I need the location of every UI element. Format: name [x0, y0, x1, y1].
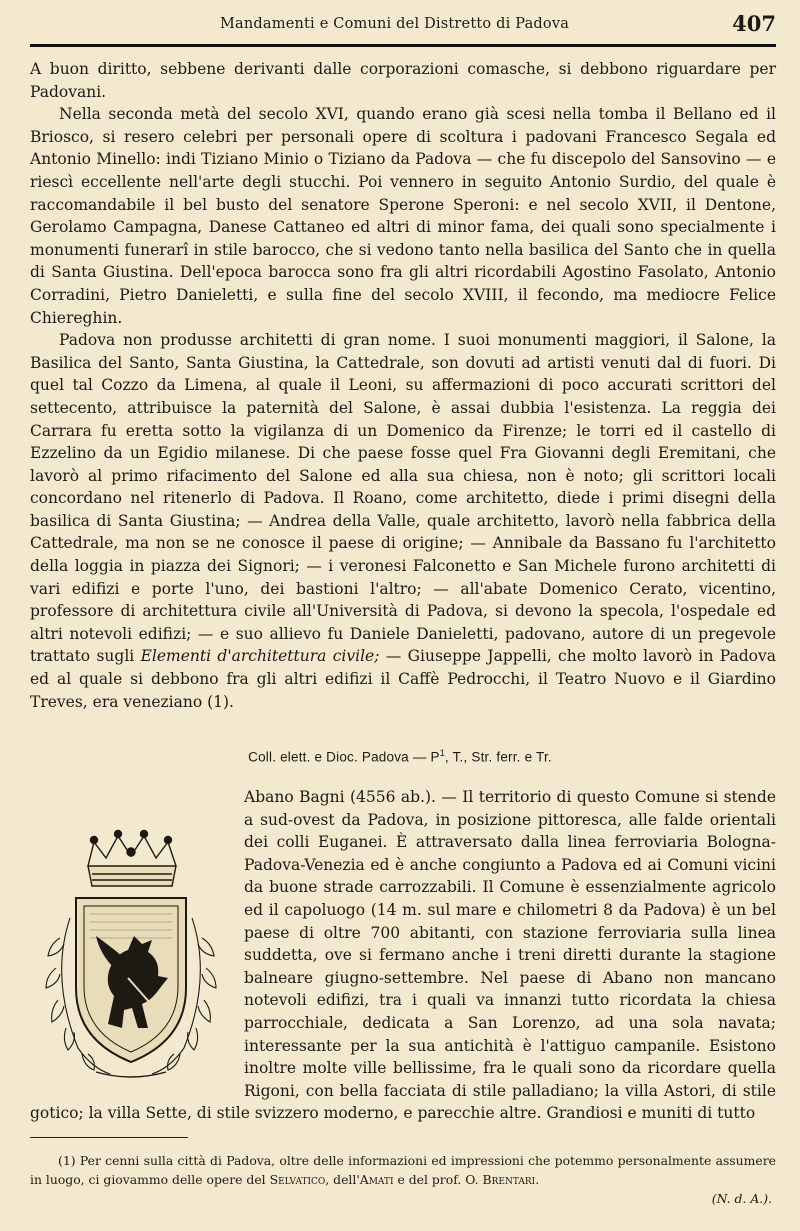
abano-paragraph: Abano Bagni (4556 ab.). — Il territorio di questo Comune si stende a sud-ovest da Padova, in posizione pittoresca, alle falde orientali dei colli Euganei. È attraversato dalla linea ferroviaria Bologna-Padova-Venezia ed è anche congiunto a Padova ed ai Comuni vicini da buone strade carrozzabili. Il Comune è essenzialmente agricolo ed il capoluogo (14 m. sul mare e chilometri 8 da Padova) è un bel paese di oltre 700 abitanti, con stazione ferroviaria sulla linea suddetta, ove si fermano anche i treni diretti durante la stagione balneare giugno-settembre. Nel paese di Abano non mancano notevoli edifizi, tra i quali va innanzi tutto ricordata la chiesa parrocchiale, dedicata a San Lorenzo, ad una sola navata; interessante per la sua antichità è l'attiguo campanile. Esistono inoltre molte ville bellissime, fra le quali sono da ricordare quella Rigoni, con bella facciata di stile palladiano; la villa Astori, di stile gotico; la villa Sette, di stile svizzero moderno, e parecchie altre. Grandiosi e muniti di tutto	[30, 788, 776, 1123]
paragraph-2: Nella seconda metà del secolo XVI, quando erano già scesi nella tomba il Bellano ed il Briosco, si resero celebri per personali opere di scoltura i padovani Francesco Segala ed Antonio Minello: indi Tiziano Minio o Tiziano da Padova — che fu discepolo del Sansovino — e riescì eccellente nell'arte degli stucchi. Poi vennero in seguito Antonio Surdio, del quale è raccomandabile il bel busto del senatore Sperone Speroni: e nel secolo XVII, il Dentone, Gerolamo Campagna, Danese Cattaneo ed altri di minor fama, dei quali sono specialmente i monumenti funerarî in stile barocco, che si vedono tanto nella basilica del Santo che in quella di Santa Giustina. Dell'epoca barocca sono fra gli altri ricordabili Agostino Fasolato, Antonio Corradini, Pietro Danieletti, e sulla fine del secolo XVIII, il fecondo, ma mediocre Felice Chiereghin.	[30, 105, 776, 327]
footnote-author-brentari: Brentari	[482, 1172, 536, 1187]
footnote-1-connector: , dell'	[325, 1172, 360, 1187]
footnote-1-connector-2: e del prof. O.	[393, 1172, 483, 1187]
collegio-line	[0, 748, 800, 765]
main-text	[30, 58, 776, 713]
header-rule	[30, 44, 776, 47]
paragraph-3-book-title: Elementi d'architettura civile;	[140, 647, 380, 666]
footnote-1-end: .	[535, 1172, 540, 1187]
collegio-line-superscript: 1	[439, 748, 445, 758]
footnote-author-selvatico: Selvatico	[269, 1172, 326, 1187]
footnote-author-note: (N. d. A.).	[711, 1191, 772, 1206]
footnote-1	[30, 1151, 776, 1208]
page-number: 407	[732, 11, 776, 36]
collegio-line-text: Coll. elett. e Dioc. Padova — P	[248, 749, 440, 765]
abano-section	[30, 786, 776, 1125]
running-header	[30, 6, 776, 42]
paragraph-3-part-1: Padova non produsse architetti di gran nome. I suoi monumenti maggiori, il Salone, la Basilica del Santo, Santa Giustina, la Cattedrale, son dovuti ad artisti venuti dal di fuori. Di quel tal Cozzo da Limena, al quale il Leoni, su affermazioni di poco accurati scrittori del settecento, attribuisce la paternità del Salone, è assai dubbia l'esistenza. La reggia dei Carrara fu eretta sotto la vigilanza di un Domenico da Firenze; le torri ed il castello di Ezzelino da un Egidio milanese. Di che paese fosse quel Fra Giovanni degli Eremitani, che lavorò al primo rifacimento del Salone ed alla sua chiesa, non è noto; gli scrittori locali concordano nel ritenerlo di Padova. Il Roano, come architetto, diede i primi disegni della basilica di Santa Giustina; — Andrea della Valle, quale architetto, lavorò nella fabbrica della Cattedrale, ma non se ne conosce il paese di origine; — Annibale da Bassano fu l'architetto della loggia in piazza dei Signori; — i veronesi Falconetto e San Michele furono architetti di vari edifizi e porte l'uno, dei bastioni l'altro; — all'abate Domenico Cerato, vicentino, professore di architettura civile all'Università di Padova, si devono la specola, l'ospedale ed altri notevoli edifizi; — e suo allievo fu Daniele Danieletti, padovano, autore di un pregevole trattato sugli	[30, 331, 776, 666]
collegio-line-text-end: , T., Str. ferr. e Tr.	[444, 749, 552, 765]
footnote-author-amati: Amati	[359, 1172, 394, 1187]
footnote-1-text: (1) Per cenni sulla città di Padova, oltre delle informazioni ed impressioni che potemmo personalmente assumere in luogo, ci giovammo delle opere del	[30, 1153, 776, 1187]
footnote-rule	[30, 1137, 188, 1138]
header-title: Mandamenti e Comuni del Distretto di Padova	[220, 16, 570, 32]
abano-coat-of-arms-icon	[30, 828, 232, 1088]
paragraph-3	[30, 329, 776, 713]
paragraph-1: A buon diritto, sebbene derivanti dalle corporazioni comasche, si debbono riguardare per Padovani.	[30, 60, 776, 101]
paragraph-3-part-2: — Giuseppe Jappelli, che molto lavorò in Padova ed al quale si debbono fra gli altri edifizi il Caffè Pedrocchi, il Teatro Nuovo e il Giardino Treves, era veneziano (1).	[30, 647, 776, 711]
footnotes	[30, 1151, 776, 1208]
